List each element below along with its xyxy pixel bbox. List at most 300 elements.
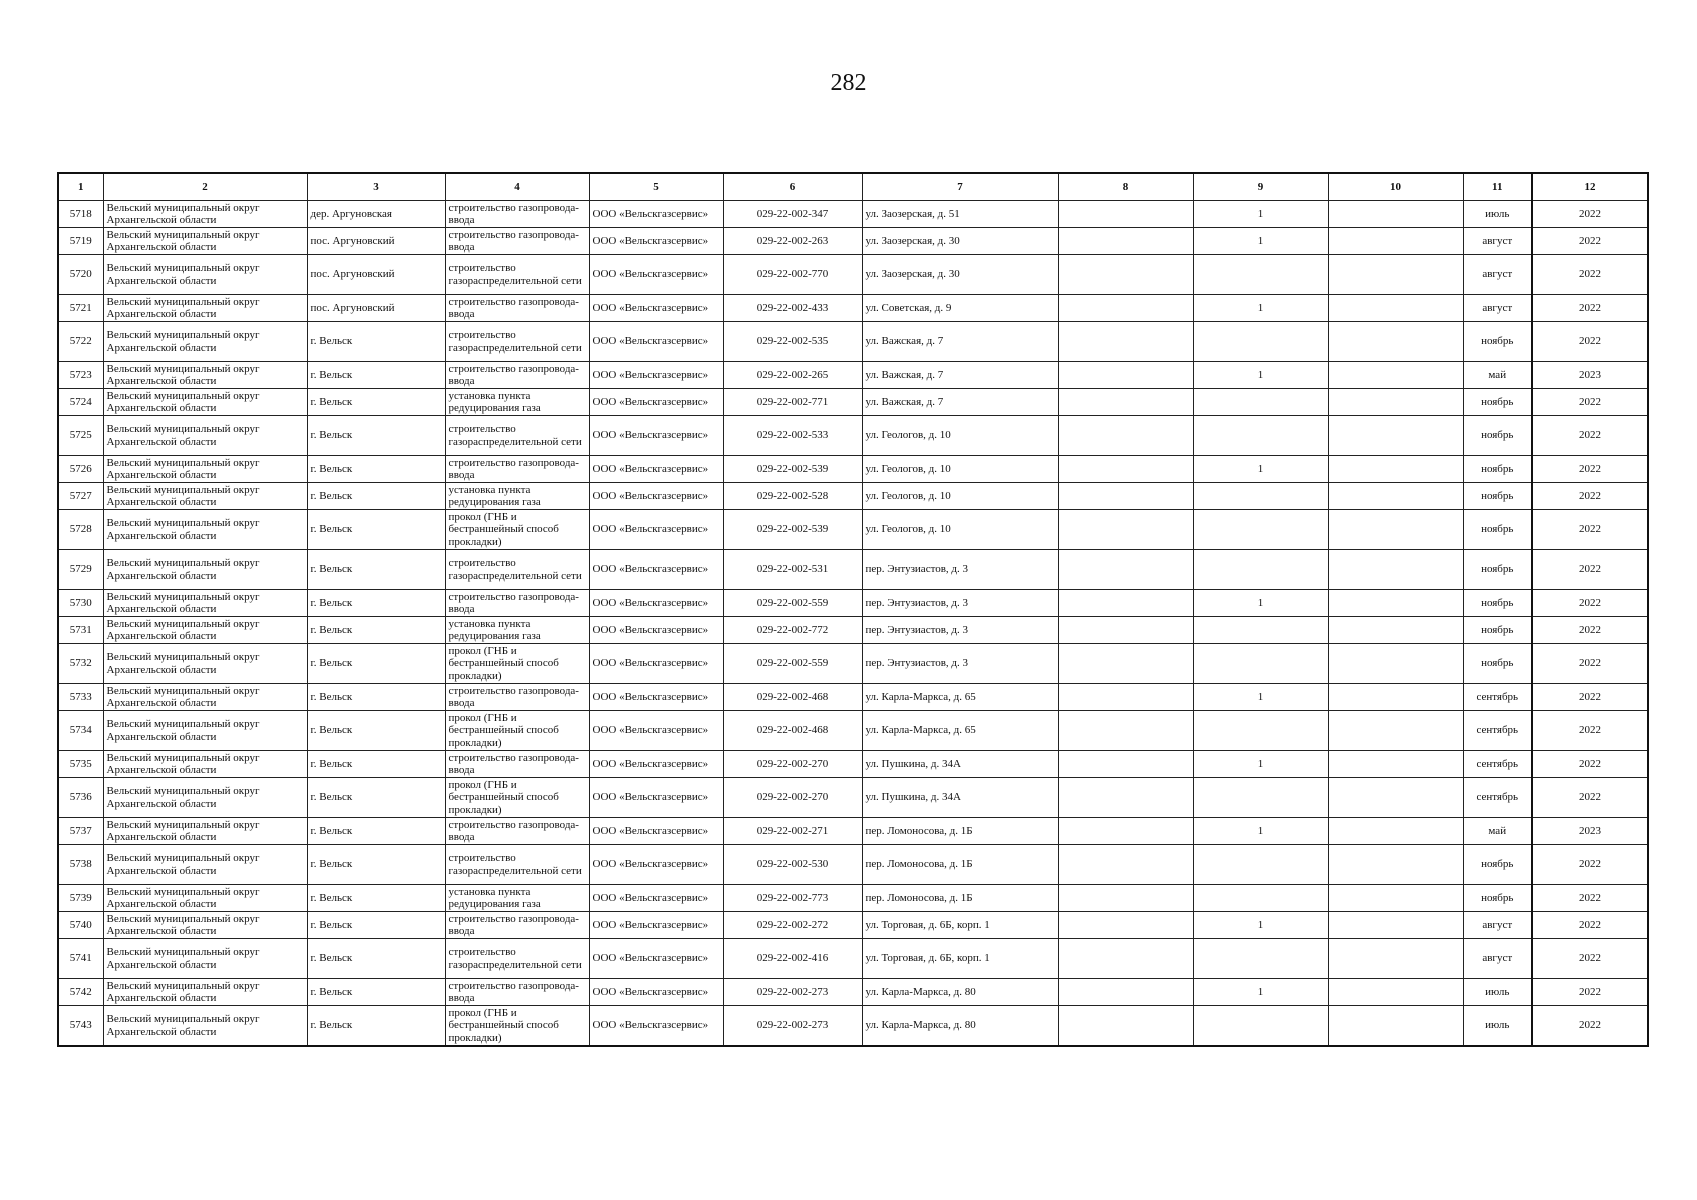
settlement-cell: г. Вельск [307, 711, 445, 751]
settlement-cell: г. Вельск [307, 483, 445, 510]
settlement-cell: г. Вельск [307, 751, 445, 778]
settlement-cell: г. Вельск [307, 510, 445, 550]
address-cell: ул. Геологов, д. 10 [862, 416, 1058, 456]
address-cell: ул. Геологов, д. 10 [862, 456, 1058, 483]
month-cell: сентябрь [1463, 778, 1532, 818]
settlement-cell: г. Вельск [307, 550, 445, 590]
object-code-cell: 029-22-002-468 [723, 711, 862, 751]
year-cell: 2022 [1532, 456, 1648, 483]
col9-cell [1193, 510, 1328, 550]
year-cell: 2022 [1532, 1006, 1648, 1047]
col10-cell [1328, 778, 1463, 818]
year-cell: 2022 [1532, 885, 1648, 912]
settlement-cell: г. Вельск [307, 617, 445, 644]
work-type-cell: установка пункта редуцирования газа [445, 617, 589, 644]
table-row [58, 751, 1648, 778]
work-type-cell: строительство газопровода-ввода [445, 751, 589, 778]
year-cell: 2023 [1532, 818, 1648, 845]
year-cell: 2022 [1532, 322, 1648, 362]
work-type-cell: строительство газопровода-ввода [445, 295, 589, 322]
table-row [58, 818, 1648, 845]
table-row [58, 295, 1648, 322]
row-number-cell: 5726 [58, 456, 103, 483]
col8-cell [1058, 416, 1193, 456]
col9-cell [1193, 416, 1328, 456]
month-cell: ноябрь [1463, 389, 1532, 416]
row-number-cell: 5733 [58, 684, 103, 711]
address-cell: пер. Ломоносова, д. 1Б [862, 885, 1058, 912]
organization-cell: ООО «Вельскгазсервис» [589, 1006, 723, 1047]
col10-cell [1328, 550, 1463, 590]
col8-cell [1058, 510, 1193, 550]
col8-cell [1058, 295, 1193, 322]
address-cell: ул. Геологов, д. 10 [862, 483, 1058, 510]
address-cell: ул. Важская, д. 7 [862, 322, 1058, 362]
col8-cell [1058, 456, 1193, 483]
address-cell: пер. Энтузиастов, д. 3 [862, 550, 1058, 590]
header-cell: 3 [307, 173, 445, 201]
col8-cell [1058, 912, 1193, 939]
object-code-cell: 029-22-002-347 [723, 201, 862, 228]
col9-cell [1193, 550, 1328, 590]
table-row [58, 483, 1648, 510]
row-number-cell: 5737 [58, 818, 103, 845]
work-type-cell: установка пункта редуцирования газа [445, 389, 589, 416]
object-code-cell: 029-22-002-270 [723, 778, 862, 818]
object-code-cell: 029-22-002-539 [723, 510, 862, 550]
organization-cell: ООО «Вельскгазсервис» [589, 389, 723, 416]
month-cell: ноябрь [1463, 416, 1532, 456]
organization-cell: ООО «Вельскгазсервис» [589, 590, 723, 617]
settlement-cell: пос. Аргуновский [307, 255, 445, 295]
row-number-cell: 5724 [58, 389, 103, 416]
organization-cell: ООО «Вельскгазсервис» [589, 510, 723, 550]
object-code-cell: 029-22-002-771 [723, 389, 862, 416]
municipality-cell: Вельский муниципальный округ Архангельской области [103, 416, 307, 456]
month-cell: сентябрь [1463, 711, 1532, 751]
municipality-cell: Вельский муниципальный округ Архангельской области [103, 550, 307, 590]
municipality-cell: Вельский муниципальный округ Архангельской области [103, 456, 307, 483]
col8-cell [1058, 644, 1193, 684]
address-cell: пер. Ломоносова, д. 1Б [862, 818, 1058, 845]
col10-cell [1328, 483, 1463, 510]
col8-cell [1058, 711, 1193, 751]
settlement-cell: г. Вельск [307, 1006, 445, 1047]
col8-cell [1058, 818, 1193, 845]
row-number-cell: 5740 [58, 912, 103, 939]
col9-cell [1193, 322, 1328, 362]
col8-cell [1058, 751, 1193, 778]
month-cell: ноябрь [1463, 510, 1532, 550]
object-code-cell: 029-22-002-530 [723, 845, 862, 885]
table-row [58, 255, 1648, 295]
col8-cell [1058, 228, 1193, 255]
object-code-cell: 029-22-002-271 [723, 818, 862, 845]
col9-cell [1193, 711, 1328, 751]
row-number-cell: 5720 [58, 255, 103, 295]
year-cell: 2022 [1532, 939, 1648, 979]
header-cell: 2 [103, 173, 307, 201]
municipality-cell: Вельский муниципальный округ Архангельской области [103, 228, 307, 255]
work-type-cell: прокол (ГНБ и бестраншейный способ прокладки) [445, 711, 589, 751]
municipality-cell: Вельский муниципальный округ Архангельской области [103, 295, 307, 322]
col8-cell [1058, 201, 1193, 228]
col8-cell [1058, 1006, 1193, 1047]
col10-cell [1328, 322, 1463, 362]
row-number-cell: 5736 [58, 778, 103, 818]
municipality-cell: Вельский муниципальный округ Архангельской области [103, 684, 307, 711]
address-cell: пер. Ломоносова, д. 1Б [862, 845, 1058, 885]
table-row [58, 550, 1648, 590]
settlement-cell: г. Вельск [307, 845, 445, 885]
object-code-cell: 029-22-002-528 [723, 483, 862, 510]
table-row [58, 939, 1648, 979]
header-cell: 11 [1463, 173, 1532, 201]
row-number-cell: 5721 [58, 295, 103, 322]
address-cell: ул. Карла-Маркса, д. 65 [862, 684, 1058, 711]
work-type-cell: строительство газораспределительной сети [445, 939, 589, 979]
settlement-cell: г. Вельск [307, 644, 445, 684]
organization-cell: ООО «Вельскгазсервис» [589, 684, 723, 711]
object-code-cell: 029-22-002-273 [723, 979, 862, 1006]
work-type-cell: строительство газопровода-ввода [445, 456, 589, 483]
col10-cell [1328, 912, 1463, 939]
col10-cell [1328, 416, 1463, 456]
month-cell: май [1463, 818, 1532, 845]
work-type-cell: строительство газораспределительной сети [445, 322, 589, 362]
header-cell: 10 [1328, 173, 1463, 201]
municipality-cell: Вельский муниципальный округ Архангельской области [103, 644, 307, 684]
organization-cell: ООО «Вельскгазсервис» [589, 885, 723, 912]
col8-cell [1058, 617, 1193, 644]
table-row [58, 510, 1648, 550]
organization-cell: ООО «Вельскгазсервис» [589, 818, 723, 845]
month-cell: июль [1463, 1006, 1532, 1047]
year-cell: 2022 [1532, 228, 1648, 255]
col9-cell [1193, 255, 1328, 295]
year-cell: 2022 [1532, 389, 1648, 416]
work-type-cell: строительство газораспределительной сети [445, 845, 589, 885]
table-row [58, 711, 1648, 751]
header-row [58, 173, 1648, 201]
municipality-cell: Вельский муниципальный округ Архангельской области [103, 818, 307, 845]
address-cell: ул. Торговая, д. 6Б, корп. 1 [862, 912, 1058, 939]
header-cell: 7 [862, 173, 1058, 201]
municipality-cell: Вельский муниципальный округ Архангельской области [103, 778, 307, 818]
object-code-cell: 029-22-002-770 [723, 255, 862, 295]
object-code-cell: 029-22-002-533 [723, 416, 862, 456]
municipality-cell: Вельский муниципальный округ Архангельской области [103, 885, 307, 912]
organization-cell: ООО «Вельскгазсервис» [589, 456, 723, 483]
header-cell: 12 [1532, 173, 1648, 201]
table-row [58, 778, 1648, 818]
col8-cell [1058, 322, 1193, 362]
year-cell: 2022 [1532, 510, 1648, 550]
row-number-cell: 5730 [58, 590, 103, 617]
municipality-cell: Вельский муниципальный округ Архангельской области [103, 483, 307, 510]
col9-cell: 1 [1193, 295, 1328, 322]
header-cell: 8 [1058, 173, 1193, 201]
address-cell: ул. Пушкина, д. 34А [862, 751, 1058, 778]
col8-cell [1058, 362, 1193, 389]
table-row [58, 617, 1648, 644]
address-cell: ул. Торговая, д. 6Б, корп. 1 [862, 939, 1058, 979]
month-cell: ноябрь [1463, 456, 1532, 483]
organization-cell: ООО «Вельскгазсервис» [589, 483, 723, 510]
row-number-cell: 5735 [58, 751, 103, 778]
header-cell: 9 [1193, 173, 1328, 201]
col8-cell [1058, 845, 1193, 885]
col10-cell [1328, 510, 1463, 550]
header-cell: 5 [589, 173, 723, 201]
col8-cell [1058, 255, 1193, 295]
col9-cell: 1 [1193, 912, 1328, 939]
object-code-cell: 029-22-002-433 [723, 295, 862, 322]
col8-cell [1058, 483, 1193, 510]
col10-cell [1328, 684, 1463, 711]
year-cell: 2022 [1532, 295, 1648, 322]
table-row [58, 322, 1648, 362]
work-type-cell: прокол (ГНБ и бестраншейный способ прокладки) [445, 644, 589, 684]
month-cell: август [1463, 939, 1532, 979]
row-number-cell: 5723 [58, 362, 103, 389]
table-row [58, 590, 1648, 617]
settlement-cell: пос. Аргуновский [307, 228, 445, 255]
municipality-cell: Вельский муниципальный округ Архангельской области [103, 751, 307, 778]
col10-cell [1328, 362, 1463, 389]
work-type-cell: строительство газопровода-ввода [445, 228, 589, 255]
table-row [58, 228, 1648, 255]
row-number-cell: 5739 [58, 885, 103, 912]
object-code-cell: 029-22-002-265 [723, 362, 862, 389]
col10-cell [1328, 389, 1463, 416]
work-type-cell: строительство газопровода-ввода [445, 979, 589, 1006]
work-type-cell: прокол (ГНБ и бестраншейный способ прокладки) [445, 778, 589, 818]
table-row [58, 684, 1648, 711]
month-cell: ноябрь [1463, 845, 1532, 885]
year-cell: 2022 [1532, 644, 1648, 684]
year-cell: 2022 [1532, 778, 1648, 818]
work-type-cell: установка пункта редуцирования газа [445, 885, 589, 912]
municipality-cell: Вельский муниципальный округ Архангельской области [103, 255, 307, 295]
col8-cell [1058, 389, 1193, 416]
month-cell: июль [1463, 201, 1532, 228]
col8-cell [1058, 684, 1193, 711]
col9-cell: 1 [1193, 751, 1328, 778]
col10-cell [1328, 295, 1463, 322]
col8-cell [1058, 778, 1193, 818]
col9-cell [1193, 778, 1328, 818]
col9-cell [1193, 644, 1328, 684]
header-cell: 6 [723, 173, 862, 201]
month-cell: май [1463, 362, 1532, 389]
organization-cell: ООО «Вельскгазсервис» [589, 644, 723, 684]
row-number-cell: 5727 [58, 483, 103, 510]
table-row [58, 362, 1648, 389]
col9-cell [1193, 617, 1328, 644]
col9-cell [1193, 389, 1328, 416]
col9-cell: 1 [1193, 201, 1328, 228]
work-type-cell: строительство газопровода-ввода [445, 684, 589, 711]
col10-cell [1328, 456, 1463, 483]
municipality-cell: Вельский муниципальный округ Архангельской области [103, 939, 307, 979]
municipality-cell: Вельский муниципальный округ Архангельской области [103, 389, 307, 416]
table-row [58, 979, 1648, 1006]
organization-cell: ООО «Вельскгазсервис» [589, 751, 723, 778]
address-cell: пер. Энтузиастов, д. 3 [862, 617, 1058, 644]
year-cell: 2022 [1532, 201, 1648, 228]
work-type-cell: строительство газопровода-ввода [445, 818, 589, 845]
municipality-cell: Вельский муниципальный округ Архангельской области [103, 362, 307, 389]
address-cell: ул. Пушкина, д. 34А [862, 778, 1058, 818]
col9-cell [1193, 483, 1328, 510]
header-cell: 1 [58, 173, 103, 201]
work-type-cell: установка пункта редуцирования газа [445, 483, 589, 510]
col10-cell [1328, 711, 1463, 751]
address-cell: ул. Важская, д. 7 [862, 362, 1058, 389]
table-row [58, 201, 1648, 228]
table-row [58, 644, 1648, 684]
settlement-cell: г. Вельск [307, 684, 445, 711]
year-cell: 2022 [1532, 711, 1648, 751]
organization-cell: ООО «Вельскгазсервис» [589, 939, 723, 979]
col9-cell: 1 [1193, 684, 1328, 711]
table-row [58, 389, 1648, 416]
municipality-cell: Вельский муниципальный округ Архангельской области [103, 201, 307, 228]
municipality-cell: Вельский муниципальный округ Архангельской области [103, 617, 307, 644]
col9-cell [1193, 845, 1328, 885]
organization-cell: ООО «Вельскгазсервис» [589, 550, 723, 590]
col10-cell [1328, 590, 1463, 617]
organization-cell: ООО «Вельскгазсервис» [589, 778, 723, 818]
municipality-cell: Вельский муниципальный округ Архангельской области [103, 912, 307, 939]
table-row [58, 416, 1648, 456]
month-cell: ноябрь [1463, 885, 1532, 912]
col9-cell: 1 [1193, 590, 1328, 617]
municipality-cell: Вельский муниципальный округ Архангельской области [103, 590, 307, 617]
organization-cell: ООО «Вельскгазсервис» [589, 322, 723, 362]
settlement-cell: дер. Аргуновская [307, 201, 445, 228]
year-cell: 2022 [1532, 550, 1648, 590]
col8-cell [1058, 550, 1193, 590]
work-type-cell: прокол (ГНБ и бестраншейный способ прокладки) [445, 1006, 589, 1047]
address-cell: ул. Заозерская, д. 30 [862, 228, 1058, 255]
object-code-cell: 029-22-002-535 [723, 322, 862, 362]
work-type-cell: строительство газораспределительной сети [445, 550, 589, 590]
object-code-cell: 029-22-002-468 [723, 684, 862, 711]
year-cell: 2022 [1532, 751, 1648, 778]
col10-cell [1328, 644, 1463, 684]
work-type-cell: строительство газораспределительной сети [445, 416, 589, 456]
month-cell: сентябрь [1463, 684, 1532, 711]
work-type-cell: строительство газораспределительной сети [445, 255, 589, 295]
col10-cell [1328, 845, 1463, 885]
municipality-cell: Вельский муниципальный округ Архангельской области [103, 322, 307, 362]
organization-cell: ООО «Вельскгазсервис» [589, 255, 723, 295]
settlement-cell: г. Вельск [307, 818, 445, 845]
object-code-cell: 029-22-002-772 [723, 617, 862, 644]
row-number-cell: 5729 [58, 550, 103, 590]
row-number-cell: 5742 [58, 979, 103, 1006]
organization-cell: ООО «Вельскгазсервис» [589, 617, 723, 644]
col10-cell [1328, 818, 1463, 845]
table-row [58, 885, 1648, 912]
row-number-cell: 5725 [58, 416, 103, 456]
year-cell: 2022 [1532, 912, 1648, 939]
col8-cell [1058, 979, 1193, 1006]
col9-cell: 1 [1193, 228, 1328, 255]
settlement-cell: г. Вельск [307, 362, 445, 389]
work-type-cell: строительство газопровода-ввода [445, 201, 589, 228]
col9-cell: 1 [1193, 818, 1328, 845]
col10-cell [1328, 885, 1463, 912]
col10-cell [1328, 1006, 1463, 1047]
col10-cell [1328, 939, 1463, 979]
organization-cell: ООО «Вельскгазсервис» [589, 416, 723, 456]
object-code-cell: 029-22-002-416 [723, 939, 862, 979]
settlement-cell: г. Вельск [307, 912, 445, 939]
year-cell: 2022 [1532, 255, 1648, 295]
work-type-cell: прокол (ГНБ и бестраншейный способ прокладки) [445, 510, 589, 550]
municipality-cell: Вельский муниципальный округ Архангельской области [103, 1006, 307, 1047]
organization-cell: ООО «Вельскгазсервис» [589, 711, 723, 751]
row-number-cell: 5722 [58, 322, 103, 362]
settlement-cell: г. Вельск [307, 979, 445, 1006]
year-cell: 2022 [1532, 483, 1648, 510]
work-type-cell: строительство газопровода-ввода [445, 912, 589, 939]
col10-cell [1328, 751, 1463, 778]
page-number: 282 [830, 70, 867, 96]
object-code-cell: 029-22-002-272 [723, 912, 862, 939]
address-cell: ул. Карла-Маркса, д. 80 [862, 979, 1058, 1006]
municipality-cell: Вельский муниципальный округ Архангельской области [103, 845, 307, 885]
object-code-cell: 029-22-002-773 [723, 885, 862, 912]
settlement-cell: г. Вельск [307, 778, 445, 818]
row-number-cell: 5719 [58, 228, 103, 255]
address-cell: ул. Карла-Маркса, д. 80 [862, 1006, 1058, 1047]
col9-cell [1193, 1006, 1328, 1047]
address-cell: ул. Важская, д. 7 [862, 389, 1058, 416]
organization-cell: ООО «Вельскгазсервис» [589, 912, 723, 939]
col9-cell [1193, 885, 1328, 912]
col10-cell [1328, 979, 1463, 1006]
settlement-cell: г. Вельск [307, 416, 445, 456]
registry-table [57, 172, 1649, 1047]
object-code-cell: 029-22-002-263 [723, 228, 862, 255]
month-cell: ноябрь [1463, 550, 1532, 590]
organization-cell: ООО «Вельскгазсервис» [589, 362, 723, 389]
row-number-cell: 5718 [58, 201, 103, 228]
organization-cell: ООО «Вельскгазсервис» [589, 201, 723, 228]
year-cell: 2022 [1532, 979, 1648, 1006]
municipality-cell: Вельский муниципальный округ Архангельской области [103, 979, 307, 1006]
organization-cell: ООО «Вельскгазсервис» [589, 228, 723, 255]
settlement-cell: г. Вельск [307, 389, 445, 416]
row-number-cell: 5732 [58, 644, 103, 684]
address-cell: ул. Заозерская, д. 30 [862, 255, 1058, 295]
col8-cell [1058, 885, 1193, 912]
table-row [58, 456, 1648, 483]
organization-cell: ООО «Вельскгазсервис» [589, 979, 723, 1006]
row-number-cell: 5743 [58, 1006, 103, 1047]
col9-cell [1193, 939, 1328, 979]
month-cell: сентябрь [1463, 751, 1532, 778]
month-cell: август [1463, 228, 1532, 255]
settlement-cell: пос. Аргуновский [307, 295, 445, 322]
month-cell: июль [1463, 979, 1532, 1006]
settlement-cell: г. Вельск [307, 939, 445, 979]
col8-cell [1058, 939, 1193, 979]
